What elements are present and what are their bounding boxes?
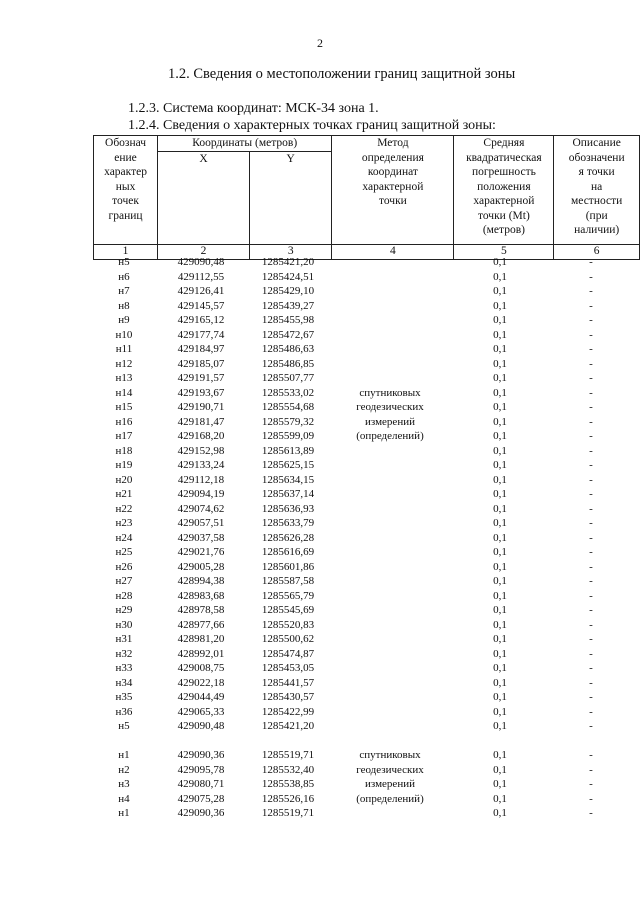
accuracy: 0,1: [493, 705, 507, 718]
point-id: н15: [115, 401, 133, 413]
description: -: [589, 575, 593, 587]
header-point-label: [94, 136, 158, 245]
accuracy: 0,1: [493, 560, 507, 573]
accuracy: 0,1: [493, 792, 507, 805]
point-id: н35: [115, 691, 133, 703]
coord-system-heading: 1.2.3. Система координат: МСК-34 зона 1.: [128, 101, 379, 116]
coord-y: 1285636,93: [261, 502, 315, 515]
coord-y: 1285455,98: [261, 314, 315, 326]
header-method: [332, 136, 454, 245]
point-id: н7: [118, 285, 130, 297]
coord-y: 1285538,85: [261, 778, 315, 790]
point-id: н36: [115, 705, 133, 718]
coord-x: 429021,76: [177, 546, 225, 558]
coord-y: 1285422,99: [261, 705, 315, 718]
coord-x: 429065,33: [177, 705, 225, 718]
coord-x: 429075,28: [177, 792, 225, 805]
coord-x: 429074,62: [177, 502, 225, 515]
header-number: 5: [454, 244, 554, 259]
coord-x: 429095,78: [177, 763, 225, 776]
accuracy: 0,1: [493, 575, 507, 587]
description: -: [589, 270, 593, 283]
header-x: X: [158, 151, 250, 244]
point-id: н6: [118, 270, 130, 283]
description: -: [589, 386, 593, 399]
coord-x: 428983,68: [177, 589, 225, 602]
description: -: [589, 807, 593, 819]
coord-x: 429008,75: [177, 662, 225, 674]
method-line: спутниковых: [359, 386, 421, 399]
description: -: [589, 372, 593, 384]
header-line: погрешность: [471, 166, 536, 178]
coord-x: 429168,20: [177, 430, 225, 442]
coord-y: 1285613,89: [261, 444, 315, 457]
coord-x: 428977,66: [177, 618, 225, 631]
point-id: н23: [115, 517, 133, 529]
method-line: (определений): [356, 792, 424, 805]
coord-x: 429181,47: [177, 415, 225, 428]
accuracy: 0,1: [493, 517, 507, 529]
method-line: спутниковых: [359, 749, 421, 761]
coord-y: 1285486,85: [261, 357, 315, 370]
accuracy: 0,1: [493, 749, 507, 761]
point-id: н20: [115, 473, 133, 486]
header-line: точки (Mt): [477, 209, 530, 222]
coord-x: 429177,74: [177, 328, 225, 341]
coord-y: 1285554,68: [261, 401, 315, 413]
accuracy: 0,1: [493, 299, 507, 312]
point-id: н21: [115, 488, 133, 500]
point-id: н12: [115, 357, 133, 370]
point-id: н31: [115, 633, 133, 645]
point-id: н8: [118, 299, 130, 312]
coord-y: 1285486,63: [261, 343, 315, 355]
points-table-header: [93, 135, 640, 260]
method-line: измерений: [365, 778, 415, 790]
coord-y: 1285634,15: [261, 473, 315, 486]
points-heading: 1.2.4. Сведения о характерных точках границ защитной зоны:: [128, 118, 496, 133]
header-line: Обознач: [105, 137, 147, 149]
method-line: измерений: [365, 415, 415, 428]
coord-x: 429005,28: [177, 560, 225, 573]
method-line: (определений): [356, 430, 424, 442]
point-id: н9: [118, 314, 130, 326]
accuracy: 0,1: [493, 633, 507, 645]
description: -: [589, 517, 593, 529]
accuracy: 0,1: [493, 430, 507, 442]
description: -: [589, 546, 593, 558]
accuracy: 0,1: [493, 720, 507, 732]
coord-x: 428994,38: [177, 575, 225, 587]
description: -: [589, 401, 593, 413]
accuracy: 0,1: [493, 357, 507, 370]
description: -: [589, 691, 593, 703]
accuracy: 0,1: [493, 807, 507, 819]
header-line: координат: [367, 166, 418, 178]
accuracy: 0,1: [493, 473, 507, 486]
header-line: границ: [108, 209, 143, 222]
table-row: [93, 748, 633, 763]
header-coordinates: Координаты (метров): [158, 136, 332, 152]
coord-y: 1285579,32: [261, 415, 315, 428]
description: -: [589, 720, 593, 732]
description: -: [589, 662, 593, 674]
coord-x: 429133,24: [177, 459, 225, 471]
method-cell: [329, 255, 451, 734]
header-line: наличии): [574, 224, 620, 236]
description: -: [589, 357, 593, 370]
accuracy: 0,1: [493, 604, 507, 616]
coord-y: 1285421,20: [261, 256, 315, 268]
method-line: геодезических: [356, 763, 424, 776]
coord-y: 1285587,58: [261, 575, 315, 587]
accuracy: 0,1: [493, 459, 507, 471]
point-id: н14: [115, 386, 133, 399]
coord-x: 429090,36: [177, 807, 225, 819]
point-id: н30: [115, 618, 133, 631]
header-line: положения: [477, 180, 531, 193]
point-id: н32: [115, 647, 133, 660]
description: -: [589, 299, 593, 312]
group-spacer: [93, 734, 633, 749]
accuracy: 0,1: [493, 763, 507, 776]
accuracy: 0,1: [493, 662, 507, 674]
point-id: н25: [115, 546, 133, 558]
coord-x: 429145,57: [177, 299, 225, 312]
description: -: [589, 633, 593, 645]
point-id: н17: [115, 430, 133, 442]
coord-y: 1285633,79: [261, 517, 315, 529]
description: -: [589, 459, 593, 471]
coord-y: 1285599,09: [261, 430, 315, 442]
accuracy: 0,1: [493, 415, 507, 428]
coord-y: 1285625,15: [261, 459, 315, 471]
point-id: н18: [115, 444, 133, 457]
point-id: н29: [115, 604, 133, 616]
accuracy: 0,1: [493, 546, 507, 558]
header-number: 6: [554, 244, 640, 259]
header-line: (при: [585, 209, 608, 222]
section-title: 1.2. Сведения о местоположении границ защитной зоны: [168, 66, 516, 82]
point-id: н3: [118, 778, 130, 790]
accuracy: 0,1: [493, 647, 507, 660]
point-id: н27: [115, 575, 133, 587]
coord-y: 1285441,57: [261, 676, 315, 689]
point-id: н24: [115, 531, 133, 544]
coord-x: 429112,55: [177, 270, 225, 283]
coord-y: 1285421,20: [261, 720, 315, 732]
coord-y: 1285637,14: [261, 488, 315, 500]
coord-x: 429044,49: [177, 691, 225, 703]
accuracy: 0,1: [493, 372, 507, 384]
coord-x: 428992,01: [177, 647, 225, 660]
coord-x: 429090,48: [177, 720, 225, 732]
point-id: н2: [118, 763, 130, 776]
accuracy: 0,1: [493, 444, 507, 457]
header-line: ных: [115, 180, 136, 193]
point-id: н1: [118, 749, 130, 761]
description: -: [589, 488, 593, 500]
description: -: [589, 473, 593, 486]
point-id: н34: [115, 676, 133, 689]
coord-x: 429193,67: [177, 386, 225, 399]
description: -: [589, 604, 593, 616]
description: -: [589, 328, 593, 341]
header-line: Описание: [572, 137, 621, 149]
header-line: (метров): [482, 224, 525, 236]
description: -: [589, 256, 593, 268]
coord-x: 429090,36: [177, 749, 225, 761]
description: -: [589, 343, 593, 355]
coord-x: 429185,07: [177, 357, 225, 370]
table-row: [93, 255, 633, 270]
coord-y: 1285507,77: [261, 372, 315, 384]
point-id: н16: [115, 415, 133, 428]
coord-x: 428981,20: [177, 633, 225, 645]
coord-x: 429037,58: [177, 531, 225, 544]
description: -: [589, 676, 593, 689]
point-id: н28: [115, 589, 133, 602]
point-id: н13: [115, 372, 133, 384]
point-id: н26: [115, 560, 133, 573]
accuracy: 0,1: [493, 691, 507, 703]
header-number: 2: [158, 244, 250, 259]
header-line: я точки: [578, 166, 615, 178]
point-id: н10: [115, 328, 133, 341]
accuracy: 0,1: [493, 386, 507, 399]
description: -: [589, 560, 593, 573]
points-table-body: [93, 255, 633, 821]
description: -: [589, 778, 593, 790]
coord-y: 1285500,62: [261, 633, 315, 645]
description: -: [589, 531, 593, 544]
header-y: Y: [250, 151, 332, 244]
coord-y: 1285439,27: [261, 299, 315, 312]
header-line: определения: [361, 151, 424, 164]
coord-y: 1285424,51: [261, 270, 315, 283]
description: -: [589, 705, 593, 718]
coord-y: 1285532,40: [261, 763, 315, 776]
description: -: [589, 749, 593, 761]
header-line: точек: [112, 195, 139, 207]
description: -: [589, 589, 593, 602]
coord-x: 429057,51: [177, 517, 225, 529]
method-cell: [329, 748, 451, 821]
header-line: точки: [378, 195, 407, 207]
page-number: 2: [317, 36, 323, 50]
coord-y: 1285526,16: [261, 792, 315, 805]
method-line: геодезических: [356, 401, 424, 413]
header-number: 4: [332, 244, 454, 259]
header-number: 1: [94, 244, 158, 259]
description: -: [589, 314, 593, 326]
header-description: [554, 136, 640, 245]
accuracy: 0,1: [493, 589, 507, 602]
accuracy: 0,1: [493, 778, 507, 790]
header-line: характерной: [362, 180, 424, 193]
coord-x: 429126,41: [177, 285, 225, 297]
coord-x: 429165,12: [177, 314, 225, 326]
coord-y: 1285626,28: [261, 531, 315, 544]
accuracy: 0,1: [493, 328, 507, 341]
coord-y: 1285429,10: [261, 285, 315, 297]
header-line: характер: [104, 166, 147, 178]
header-line: ение: [114, 151, 137, 164]
coord-x: 429152,98: [177, 444, 225, 457]
description: -: [589, 444, 593, 457]
coord-y: 1285545,69: [261, 604, 315, 616]
accuracy: 0,1: [493, 531, 507, 544]
coord-x: 429022,18: [177, 676, 225, 689]
accuracy: 0,1: [493, 270, 507, 283]
description: -: [589, 415, 593, 428]
coord-y: 1285616,69: [261, 546, 315, 558]
point-id: н33: [115, 662, 133, 674]
coord-y: 1285565,79: [261, 589, 315, 602]
coord-y: 1285519,71: [261, 807, 315, 819]
description: -: [589, 763, 593, 776]
description: -: [589, 502, 593, 515]
header-line: обозначени: [568, 151, 625, 164]
accuracy: 0,1: [493, 343, 507, 355]
coord-x: 429090,48: [177, 256, 225, 268]
point-id: н4: [118, 792, 130, 805]
coord-x: 429094,19: [177, 488, 225, 500]
coord-y: 1285519,71: [261, 749, 315, 761]
accuracy: 0,1: [493, 502, 507, 515]
header-accuracy: [454, 136, 554, 245]
coord-y: 1285520,83: [261, 618, 315, 631]
point-id: н22: [115, 502, 133, 515]
coord-y: 1285453,05: [261, 662, 315, 674]
coord-y: 1285430,57: [261, 691, 315, 703]
accuracy: 0,1: [493, 285, 507, 297]
header-line: квадратическая: [466, 151, 542, 164]
point-id: н5: [118, 256, 130, 268]
accuracy: 0,1: [493, 618, 507, 631]
coord-y: 1285472,67: [261, 328, 315, 341]
coord-y: 1285533,02: [261, 386, 315, 399]
coord-y: 1285601,86: [261, 560, 315, 573]
accuracy: 0,1: [493, 256, 507, 268]
description: -: [589, 618, 593, 631]
description: -: [589, 430, 593, 442]
description: -: [589, 792, 593, 805]
header-line: Средняя: [483, 137, 525, 149]
accuracy: 0,1: [493, 488, 507, 500]
description: -: [589, 647, 593, 660]
coord-y: 1285474,87: [261, 647, 315, 660]
header-line: на: [591, 180, 603, 193]
point-id: н11: [115, 343, 133, 355]
coord-x: 429191,57: [177, 372, 225, 384]
description: -: [589, 285, 593, 297]
point-id: н19: [115, 459, 133, 471]
accuracy: 0,1: [493, 676, 507, 689]
coord-x: 429112,18: [177, 473, 225, 486]
point-id: н5: [118, 720, 130, 732]
accuracy: 0,1: [493, 401, 507, 413]
coord-x: 429190,71: [177, 401, 225, 413]
coord-x: 428978,58: [177, 604, 225, 616]
header-line: характерной: [473, 195, 535, 207]
header-line: местности: [571, 195, 623, 207]
coord-x: 429080,71: [177, 778, 225, 790]
header-number: 3: [250, 244, 332, 259]
point-id: н1: [118, 807, 130, 819]
header-line: Метод: [377, 137, 409, 149]
accuracy: 0,1: [493, 314, 507, 326]
coord-x: 429184,97: [177, 343, 225, 355]
